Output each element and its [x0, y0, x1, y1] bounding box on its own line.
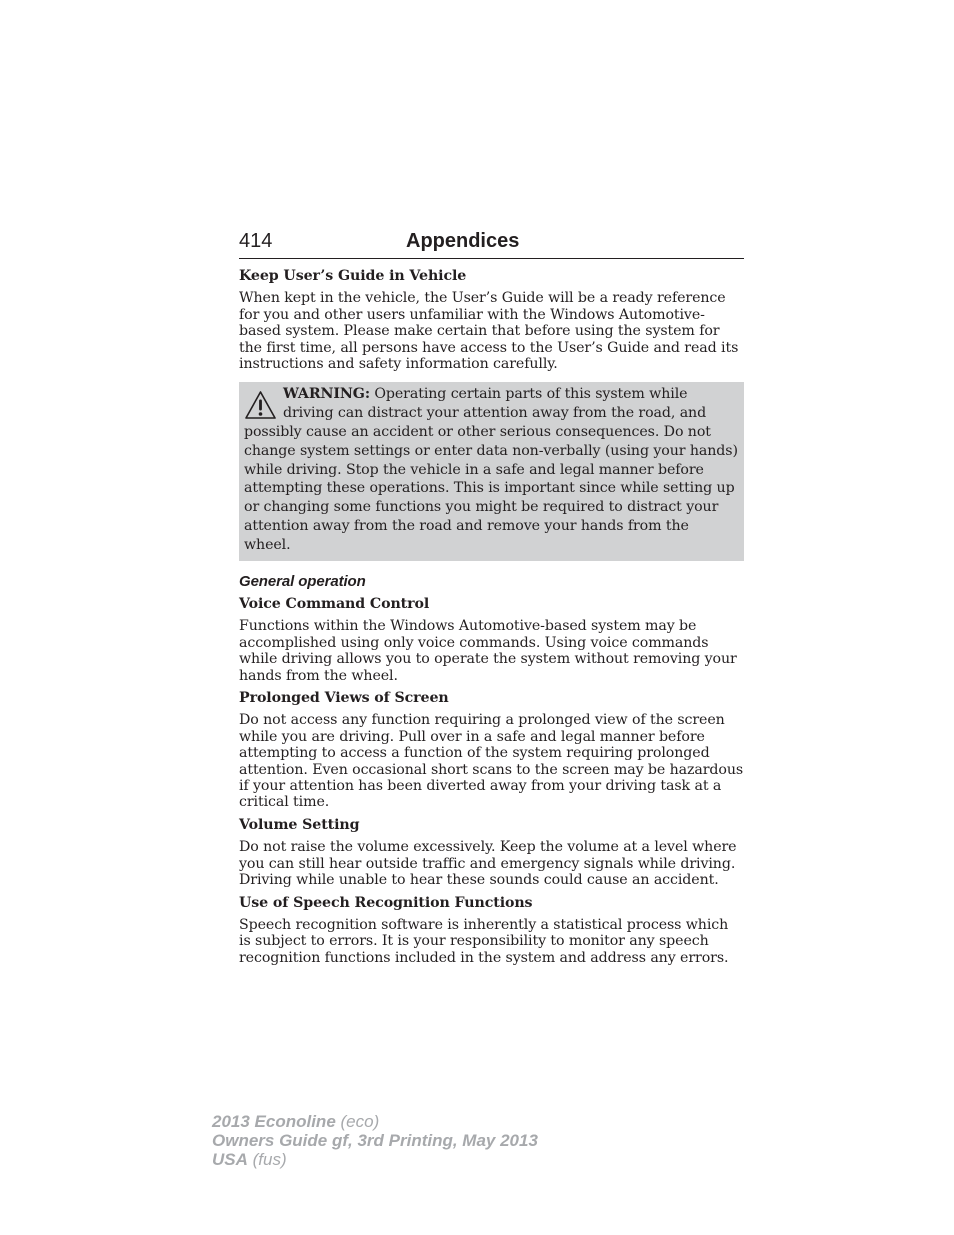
- warning-text: Operating certain parts of this system while driving can distract your attention away from the road, and possibly cause an accident or other serious consequences. Do not change system settings or enter data non-verbally (using your hands) while driving. Stop the vehicle in a safe and legal manner before attempting these operations. This is important since while setting up or changing some functions you might be required to distract your attention away from the road and remove your hands from the wheel.: [244, 386, 738, 553]
- footer-model-code: (eco): [340, 1112, 380, 1131]
- footer-region: USA: [212, 1150, 248, 1169]
- volume-setting-text: Do not raise the volume excessively. Keep the volume at a level where you can still hear outside traffic and emergency signals while driving. Driving while unable to hear these sounds could cause an accident.: [239, 839, 737, 889]
- warning-label: WARNING:: [283, 386, 370, 403]
- warning-triangle-icon: [244, 390, 277, 420]
- section-title: Appendices: [406, 230, 520, 252]
- warning-box: [239, 382, 744, 560]
- volume-setting-heading: Volume Setting: [239, 816, 360, 833]
- footer-region-code: (fus): [252, 1150, 287, 1169]
- speech-recognition-heading: Use of Speech Recognition Functions: [239, 894, 533, 911]
- page-footer: [212, 1112, 538, 1169]
- prolonged-views-text: Do not access any function requiring a prolonged view of the screen while you are driving. Pull over in a safe and legal manner before attempting to access a function of the system requiring prolonged attention. Even occasional short scans to the screen may be hazardous if your attention has been diverted away from your driving task at a critical time.: [239, 712, 744, 811]
- page-number: 414: [239, 230, 273, 252]
- page-content: [239, 268, 744, 972]
- footer-line-2: Owners Guide gf, 3rd Printing, May 2013: [212, 1131, 538, 1150]
- footer-line-1: [212, 1112, 538, 1131]
- voice-command-text: Functions within the Windows Automotive-based system may be accomplished using only voice commands. Using voice commands while driving allows you to operate the system without removing your hands from the wheel.: [239, 618, 737, 684]
- prolonged-views-heading: Prolonged Views of Screen: [239, 690, 449, 707]
- footer-model: 2013 Econoline: [212, 1112, 336, 1131]
- voice-command-heading: Voice Command Control: [239, 596, 430, 613]
- page-header: [239, 228, 744, 259]
- keep-guide-heading: Keep User’s Guide in Vehicle: [239, 268, 467, 284]
- general-operation-heading: General operation: [239, 572, 366, 590]
- keep-guide-text: When kept in the vehicle, the User’s Guide will be a ready reference for you and other users unfamiliar with the Windows Automotive-based system. Please make certain that before using the system for the first time, all persons have access to the User’s Guide and read its instructions and safety information carefully.: [239, 290, 739, 373]
- speech-recognition-text: Speech recognition software is inherently a statistical process which is subject to errors. It is your responsibility to monitor any speech recognition functions included in the system and address any errors.: [239, 916, 729, 966]
- footer-line-3: [212, 1150, 538, 1169]
